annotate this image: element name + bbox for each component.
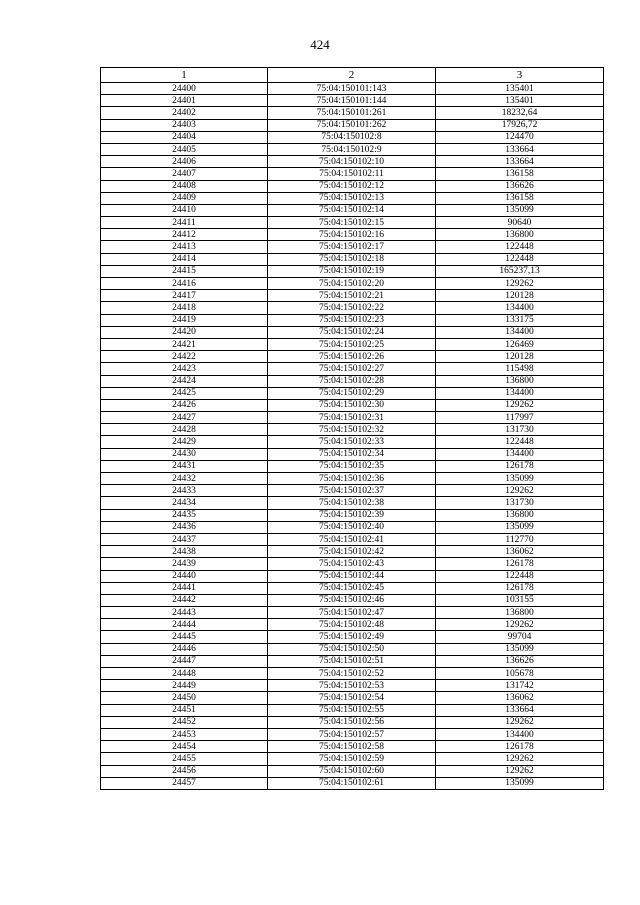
table-cell-col-3: 135099: [436, 521, 604, 533]
table-cell-col-1: 24415: [101, 265, 268, 277]
table-cell-col-2: 75:04:150102:42: [268, 546, 436, 558]
table-row: [101, 338, 604, 350]
table-cell-col-2: 75:04:150102:41: [268, 533, 436, 545]
table-cell-col-1: 24428: [101, 424, 268, 436]
table-cell-col-2: 75:04:150102:12: [268, 180, 436, 192]
table-cell-col-2: 75:04:150102:14: [268, 204, 436, 216]
table-cell-col-1: 24404: [101, 131, 268, 143]
table-row: [101, 485, 604, 497]
table-cell-col-2: 75:04:150101:261: [268, 107, 436, 119]
table-cell-col-2: 75:04:150102:31: [268, 412, 436, 424]
table-cell-col-2: 75:04:150102:10: [268, 156, 436, 168]
table-cell-col-1: 24446: [101, 643, 268, 655]
table-cell-col-3: 136158: [436, 168, 604, 180]
table-cell-col-3: 136158: [436, 192, 604, 204]
table-cell-col-3: 165237,13: [436, 265, 604, 277]
table-cell-col-3: 99704: [436, 631, 604, 643]
table-row: [101, 424, 604, 436]
table-row: [101, 412, 604, 424]
table-cell-col-3: 131742: [436, 680, 604, 692]
table-cell-col-2: 75:04:150101:262: [268, 119, 436, 131]
table-header: [101, 68, 604, 83]
table-row: [101, 680, 604, 692]
table-cell-col-2: 75:04:150101:143: [268, 83, 436, 95]
table-row: [101, 399, 604, 411]
table-cell-col-1: 24434: [101, 497, 268, 509]
table-cell-col-3: 90640: [436, 217, 604, 229]
table-row: [101, 119, 604, 131]
table-cell-col-3: 126178: [436, 741, 604, 753]
table-row: [101, 107, 604, 119]
table-cell-col-1: 24431: [101, 460, 268, 472]
table-cell-col-1: 24425: [101, 387, 268, 399]
table-cell-col-1: 24410: [101, 204, 268, 216]
table-cell-col-1: 24403: [101, 119, 268, 131]
table-cell-col-2: 75:04:150102:8: [268, 131, 436, 143]
table-row: [101, 448, 604, 460]
table-cell-col-2: 75:04:150102:60: [268, 765, 436, 777]
table-row: [101, 180, 604, 192]
table-cell-col-3: 126469: [436, 338, 604, 350]
table-cell-col-3: 129262: [436, 619, 604, 631]
table-row: [101, 521, 604, 533]
table-row: [101, 643, 604, 655]
table-cell-col-3: 103155: [436, 594, 604, 606]
table-cell-col-1: 24413: [101, 241, 268, 253]
table-row: [101, 436, 604, 448]
table-row: [101, 582, 604, 594]
table-row: [101, 533, 604, 545]
table-cell-col-2: 75:04:150102:16: [268, 229, 436, 241]
table-cell-col-1: 24408: [101, 180, 268, 192]
table-row: [101, 302, 604, 314]
table-cell-col-1: 24417: [101, 290, 268, 302]
table-cell-col-1: 24414: [101, 253, 268, 265]
table-cell-col-2: 75:04:150102:15: [268, 217, 436, 229]
table-row: [101, 765, 604, 777]
table-cell-col-1: 24438: [101, 546, 268, 558]
table-row: [101, 241, 604, 253]
table-cell-col-1: 24453: [101, 728, 268, 740]
table-cell-col-3: 126178: [436, 582, 604, 594]
table-cell-col-2: 75:04:150102:49: [268, 631, 436, 643]
table-cell-col-3: 136626: [436, 655, 604, 667]
table-cell-col-1: 24437: [101, 533, 268, 545]
table-cell-col-1: 24444: [101, 619, 268, 631]
table-cell-col-3: 115498: [436, 363, 604, 375]
table-cell-col-2: 75:04:150102:52: [268, 668, 436, 680]
table-row: [101, 777, 604, 789]
table-cell-col-2: 75:04:150102:32: [268, 424, 436, 436]
table-row: [101, 314, 604, 326]
table-cell-col-3: 136062: [436, 546, 604, 558]
table-cell-col-2: 75:04:150102:21: [268, 290, 436, 302]
table-cell-col-1: 24448: [101, 668, 268, 680]
table-cell-col-3: 129262: [436, 485, 604, 497]
table-cell-col-1: 24424: [101, 375, 268, 387]
table-cell-col-2: 75:04:150102:61: [268, 777, 436, 789]
table-cell-col-3: 122448: [436, 436, 604, 448]
column-header-1: 1: [101, 68, 268, 83]
table-cell-col-2: 75:04:150102:13: [268, 192, 436, 204]
table-cell-col-2: 75:04:150102:51: [268, 655, 436, 667]
table-row: [101, 655, 604, 667]
table-cell-col-1: 24441: [101, 582, 268, 594]
table-row: [101, 570, 604, 582]
table-cell-col-2: 75:04:150102:23: [268, 314, 436, 326]
table-cell-col-1: 24400: [101, 83, 268, 95]
table-cell-col-2: 75:04:150102:50: [268, 643, 436, 655]
table-cell-col-2: 75:04:150102:9: [268, 143, 436, 155]
table-cell-col-3: 135401: [436, 95, 604, 107]
page-number: 424: [310, 37, 330, 52]
table-cell-col-3: 117997: [436, 412, 604, 424]
table-row: [101, 229, 604, 241]
table-row: [101, 631, 604, 643]
column-header-3: 3: [436, 68, 604, 83]
table-cell-col-1: 24429: [101, 436, 268, 448]
table-cell-col-3: 131730: [436, 424, 604, 436]
table-cell-col-1: 24439: [101, 558, 268, 570]
table-row: [101, 607, 604, 619]
table-cell-col-2: 75:04:150102:26: [268, 351, 436, 363]
table-cell-col-2: 75:04:150102:39: [268, 509, 436, 521]
table-cell-col-3: 131730: [436, 497, 604, 509]
table-cell-col-1: 24457: [101, 777, 268, 789]
table-row: [101, 278, 604, 290]
table-cell-col-1: 24435: [101, 509, 268, 521]
table-cell-col-3: 133664: [436, 156, 604, 168]
table-row: [101, 375, 604, 387]
table-row: [101, 509, 604, 521]
table-cell-col-3: 129262: [436, 765, 604, 777]
table-cell-col-1: 24427: [101, 412, 268, 424]
table-cell-col-3: 105678: [436, 668, 604, 680]
table-cell-col-3: 135099: [436, 777, 604, 789]
table-cell-col-1: 24419: [101, 314, 268, 326]
table-cell-col-1: 24405: [101, 143, 268, 155]
table-cell-col-3: 135099: [436, 643, 604, 655]
table-cell-col-3: 120128: [436, 290, 604, 302]
table-row: [101, 558, 604, 570]
table-row: [101, 131, 604, 143]
table-cell-col-2: 75:04:150102:24: [268, 326, 436, 338]
table-cell-col-3: 136626: [436, 180, 604, 192]
table-row: [101, 95, 604, 107]
table-cell-col-2: 75:04:150102:35: [268, 460, 436, 472]
table-row: [101, 156, 604, 168]
table-row: [101, 594, 604, 606]
table-cell-col-2: 75:04:150101:144: [268, 95, 436, 107]
table-cell-col-2: 75:04:150102:58: [268, 741, 436, 753]
table-row: [101, 497, 604, 509]
table-cell-col-1: 24432: [101, 473, 268, 485]
table-cell-col-1: 24440: [101, 570, 268, 582]
table-cell-col-1: 24420: [101, 326, 268, 338]
table-cell-col-3: 126178: [436, 558, 604, 570]
table-cell-col-1: 24447: [101, 655, 268, 667]
table-cell-col-2: 75:04:150102:57: [268, 728, 436, 740]
table-cell-col-3: 136062: [436, 692, 604, 704]
table-cell-col-3: 122448: [436, 241, 604, 253]
table-cell-col-1: 24418: [101, 302, 268, 314]
table-cell-col-1: 24416: [101, 278, 268, 290]
table-cell-col-1: 24430: [101, 448, 268, 460]
table-cell-col-2: 75:04:150102:53: [268, 680, 436, 692]
data-table: [100, 67, 604, 790]
table-cell-col-3: 134400: [436, 302, 604, 314]
table-cell-col-2: 75:04:150102:45: [268, 582, 436, 594]
table-row: [101, 692, 604, 704]
table-cell-col-3: 136800: [436, 607, 604, 619]
table-cell-col-3: 18232,64: [436, 107, 604, 119]
table-cell-col-2: 75:04:150102:37: [268, 485, 436, 497]
table-row: [101, 168, 604, 180]
table-cell-col-2: 75:04:150102:40: [268, 521, 436, 533]
table-row: [101, 290, 604, 302]
table-cell-col-3: 17926,72: [436, 119, 604, 131]
table-cell-col-1: 24402: [101, 107, 268, 119]
table-cell-col-3: 129262: [436, 716, 604, 728]
table-cell-col-1: 24443: [101, 607, 268, 619]
table-cell-col-1: 24442: [101, 594, 268, 606]
table-row: [101, 668, 604, 680]
table-cell-col-2: 75:04:150102:19: [268, 265, 436, 277]
table-row: [101, 83, 604, 95]
table-cell-col-2: 75:04:150102:59: [268, 753, 436, 765]
table-cell-col-3: 136800: [436, 509, 604, 521]
table-cell-col-2: 75:04:150102:38: [268, 497, 436, 509]
table-row: [101, 753, 604, 765]
table-row: [101, 204, 604, 216]
table-row: [101, 143, 604, 155]
table-cell-col-2: 75:04:150102:22: [268, 302, 436, 314]
table-cell-col-1: 24433: [101, 485, 268, 497]
table-cell-col-3: 124470: [436, 131, 604, 143]
table-row: [101, 741, 604, 753]
header-row: [101, 68, 604, 83]
table-cell-col-2: 75:04:150102:46: [268, 594, 436, 606]
table-cell-col-1: 24409: [101, 192, 268, 204]
table-cell-col-2: 75:04:150102:44: [268, 570, 436, 582]
table-cell-col-3: 136800: [436, 375, 604, 387]
table-cell-col-1: 24456: [101, 765, 268, 777]
table-cell-col-1: 24445: [101, 631, 268, 643]
table-cell-col-1: 24411: [101, 217, 268, 229]
table-cell-col-3: 133664: [436, 704, 604, 716]
table-cell-col-2: 75:04:150102:25: [268, 338, 436, 350]
table-cell-col-3: 135099: [436, 473, 604, 485]
table-row: [101, 473, 604, 485]
table-cell-col-1: 24421: [101, 338, 268, 350]
table-cell-col-3: 133175: [436, 314, 604, 326]
table-row: [101, 619, 604, 631]
table-cell-col-1: 24407: [101, 168, 268, 180]
table-cell-col-1: 24450: [101, 692, 268, 704]
table-cell-col-3: 122448: [436, 570, 604, 582]
table-cell-col-1: 24401: [101, 95, 268, 107]
column-header-2: 2: [268, 68, 436, 83]
table-cell-col-2: 75:04:150102:29: [268, 387, 436, 399]
table-cell-col-3: 129262: [436, 399, 604, 411]
table-cell-col-3: 134400: [436, 728, 604, 740]
table-cell-col-3: 135099: [436, 204, 604, 216]
table-cell-col-3: 120128: [436, 351, 604, 363]
table-cell-col-1: 24423: [101, 363, 268, 375]
table-row: [101, 326, 604, 338]
table-cell-col-1: 24422: [101, 351, 268, 363]
table-cell-col-3: 126178: [436, 460, 604, 472]
table-cell-col-3: 112770: [436, 533, 604, 545]
table-cell-col-3: 134400: [436, 448, 604, 460]
table-cell-col-2: 75:04:150102:36: [268, 473, 436, 485]
table-row: [101, 387, 604, 399]
table-cell-col-1: 24449: [101, 680, 268, 692]
table-cell-col-2: 75:04:150102:28: [268, 375, 436, 387]
table-cell-col-3: 122448: [436, 253, 604, 265]
table-row: [101, 716, 604, 728]
table-row: [101, 460, 604, 472]
table-cell-col-1: 24454: [101, 741, 268, 753]
table-cell-col-1: 24451: [101, 704, 268, 716]
table-cell-col-3: 134400: [436, 387, 604, 399]
table-row: [101, 192, 604, 204]
table-cell-col-2: 75:04:150102:34: [268, 448, 436, 460]
table-cell-col-1: 24436: [101, 521, 268, 533]
table-cell-col-1: 24426: [101, 399, 268, 411]
table-row: [101, 363, 604, 375]
table-row: [101, 253, 604, 265]
table-cell-col-1: 24412: [101, 229, 268, 241]
table-cell-col-2: 75:04:150102:48: [268, 619, 436, 631]
table-cell-col-2: 75:04:150102:27: [268, 363, 436, 375]
table-cell-col-2: 75:04:150102:30: [268, 399, 436, 411]
table-cell-col-3: 129262: [436, 753, 604, 765]
table-cell-col-2: 75:04:150102:20: [268, 278, 436, 290]
table-cell-col-2: 75:04:150102:11: [268, 168, 436, 180]
table-row: [101, 704, 604, 716]
table-cell-col-3: 134400: [436, 326, 604, 338]
table-cell-col-2: 75:04:150102:56: [268, 716, 436, 728]
table-row: [101, 728, 604, 740]
table-cell-col-2: 75:04:150102:17: [268, 241, 436, 253]
table-cell-col-2: 75:04:150102:18: [268, 253, 436, 265]
table-row: [101, 351, 604, 363]
table-body: [101, 83, 604, 790]
table-cell-col-3: 135401: [436, 83, 604, 95]
table-cell-col-1: 24406: [101, 156, 268, 168]
table-cell-col-2: 75:04:150102:43: [268, 558, 436, 570]
table-cell-col-1: 24452: [101, 716, 268, 728]
table-cell-col-3: 133664: [436, 143, 604, 155]
table-cell-col-3: 136800: [436, 229, 604, 241]
table-cell-col-2: 75:04:150102:47: [268, 607, 436, 619]
table-cell-col-2: 75:04:150102:54: [268, 692, 436, 704]
table-cell-col-2: 75:04:150102:55: [268, 704, 436, 716]
table-row: [101, 265, 604, 277]
table-row: [101, 217, 604, 229]
table-cell-col-3: 129262: [436, 278, 604, 290]
table-row: [101, 546, 604, 558]
table-cell-col-2: 75:04:150102:33: [268, 436, 436, 448]
table-cell-col-1: 24455: [101, 753, 268, 765]
